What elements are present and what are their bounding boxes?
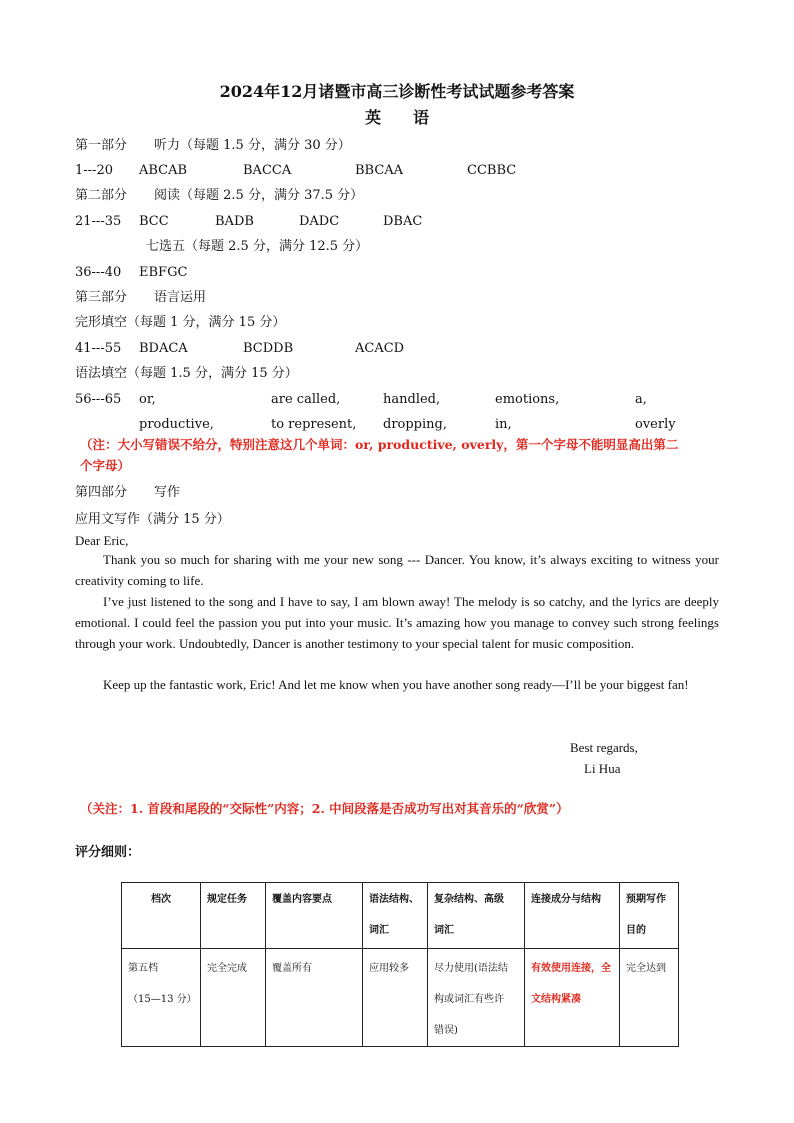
grammar-word: a,	[635, 392, 647, 407]
letter-closing: Best regards,	[570, 740, 638, 755]
part4-name: 写作	[154, 485, 181, 500]
table-cell: 有效使用连接，全 文结构紧凑	[525, 949, 620, 1047]
answer-group: BDACA	[139, 341, 188, 356]
grammar-word: productive,	[139, 417, 214, 432]
note-case-sensitivity: （注：大小写错误不给分，特别注意这几个单词：or, productive, overly，第一个字母不能明显高出第二	[80, 437, 679, 452]
answer-group: BCC	[139, 214, 169, 229]
table-cell: 覆盖所有	[266, 949, 363, 1047]
letter-paragraph-1: Thank you so much for sharing with me your new song --- Dancer. You know, it’s always exciting to witness your creativity coming to life.	[75, 552, 719, 588]
grammar-word: overly	[635, 417, 676, 432]
letter-paragraph-3: Keep up the fantastic work, Eric! And let me know when you have another song ready—I’ll be your biggest fan!	[103, 677, 689, 692]
part3-label: 第三部分	[75, 290, 128, 305]
note-focus: （关注：1. 首段和尾段的“交际性”内容；2. 中间段落是否成功写出对其音乐的“欣赏”）	[80, 801, 569, 816]
table-cell: 完全完成	[201, 949, 266, 1047]
part1-label: 第一部分	[75, 138, 128, 153]
part4-label: 第四部分	[75, 485, 128, 500]
grammar-word: are called,	[271, 392, 341, 407]
answer-group: BBCAA	[355, 163, 404, 178]
table-cell: 应用较多	[363, 949, 428, 1047]
answer-group: BACCA	[243, 163, 292, 178]
subject-title: 英 语	[364, 108, 429, 127]
scoring-table	[121, 882, 679, 1047]
table-cell: 完全达到	[620, 949, 679, 1047]
table-header-cell: 复杂结构、高级 词汇	[428, 883, 525, 949]
page-title: 2024年12月诸暨市高三诊断性考试试题参考答案	[219, 82, 575, 101]
grammar-word: in,	[495, 417, 512, 432]
grammar-word: emotions,	[495, 392, 560, 407]
cloze-label: 完形填空（每题 1 分，满分 15 分）	[75, 315, 286, 330]
table-header-row	[122, 883, 679, 949]
answer-range: 41---55	[75, 341, 122, 356]
letter-salutation: Dear Eric,	[75, 533, 129, 548]
answer-range: 1---20	[75, 163, 113, 178]
answer-group: BADB	[215, 214, 254, 229]
table-header-cell: 预期写作 目的	[620, 883, 679, 949]
letter-paragraph-2: I’ve just listened to the song and I have to say, I am blown away! The melody is so catchy, and the lyrics are deeply emotional. I could feel the passion you put into your music. It’s amazing how you manage to convey such strong feelings through your work. Undoubtedly, Dancer is another testimony to your special talent for music composition.	[75, 594, 719, 651]
answer-group: ACACD	[355, 341, 405, 356]
table-header-cell: 覆盖内容要点	[266, 883, 363, 949]
grammar-word: dropping,	[383, 417, 447, 432]
answer-group: EBFGC	[139, 265, 188, 280]
table-header-cell: 连接成分与结构	[525, 883, 620, 949]
seven-choice-label: 七选五（每题 2.5 分，满分 12.5 分）	[146, 239, 369, 254]
grammar-word: handled,	[383, 392, 441, 407]
table-cell: 尽力使用(语法结 构或词汇有些许 错误)	[428, 949, 525, 1047]
answer-range: 21---35	[75, 214, 122, 229]
table-header-cell: 档次	[122, 883, 201, 949]
table-header-cell: 语法结构、 词汇	[363, 883, 428, 949]
scoring-title: 评分细则：	[75, 845, 141, 860]
answer-group: ABCAB	[139, 163, 188, 178]
grammar-word: to represent,	[271, 417, 357, 432]
table-header-cell: 规定任务	[201, 883, 266, 949]
table-row	[122, 949, 679, 1047]
part3-name: 语言运用	[154, 290, 207, 305]
part2-label: 第二部分	[75, 188, 128, 203]
table-cell: 第五档 （15—13 分）	[122, 949, 201, 1047]
part2-name: 阅读（每题 2.5 分，满分 37.5 分）	[154, 188, 364, 203]
answer-group: CCBBC	[467, 163, 517, 178]
answer-group: BCDDB	[243, 341, 294, 356]
answer-range: 56---65	[75, 392, 122, 407]
note-case-sensitivity-cont: 个字母）	[80, 458, 131, 473]
part1-name: 听力（每题 1.5 分，满分 30 分）	[154, 138, 351, 153]
grammar-label: 语法填空（每题 1.5 分，满分 15 分）	[75, 366, 298, 381]
answer-group: DBAC	[383, 214, 423, 229]
letter-signature: Li Hua	[584, 761, 621, 776]
grammar-word: or,	[139, 392, 156, 407]
answer-group: DADC	[299, 214, 340, 229]
answer-range: 36---40	[75, 265, 122, 280]
practical-writing-label: 应用文写作（满分 15 分）	[75, 512, 230, 527]
